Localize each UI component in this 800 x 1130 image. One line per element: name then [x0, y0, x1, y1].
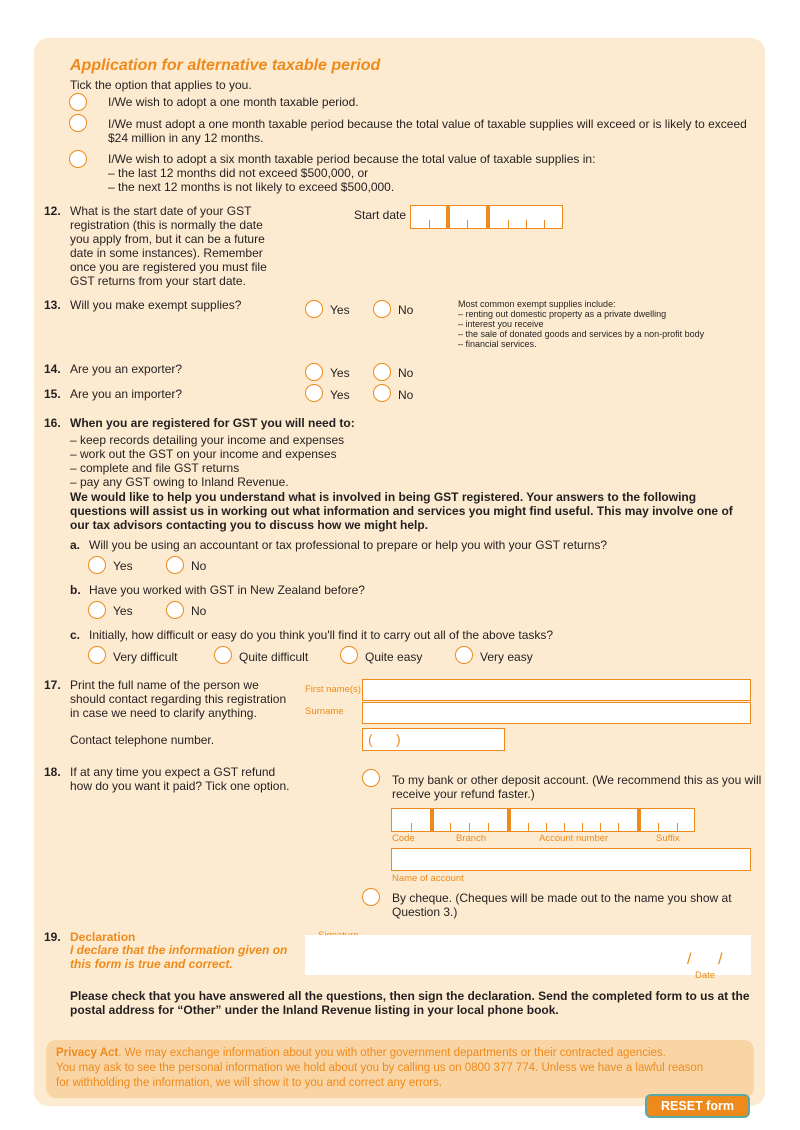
q13-question: Will you make exempt supplies?	[70, 298, 242, 312]
suffix-label: Suffix	[656, 833, 680, 844]
q13-yes-label: Yes	[330, 303, 350, 317]
q16b-no-label: No	[191, 604, 207, 618]
q16-help-2: questions will assist us in working out what information and services you might find useful. This may involve one of	[70, 504, 733, 518]
q18-line1: If at any time you expect a GST refund	[70, 765, 276, 779]
q16a-no-radio[interactable]	[166, 556, 184, 574]
branch-label: Branch	[456, 833, 487, 844]
reset-form-button[interactable]: RESET form	[645, 1094, 750, 1118]
privacy-text-2: You may ask to see the personal information we hold about you by calling us on 0800 377 774. Unless we have a lawful reason	[56, 1062, 704, 1074]
q16-item-1: – keep records detailing your income and expenses	[70, 433, 345, 447]
q14-yes-label: Yes	[330, 366, 350, 380]
q12-line2: registration (this is normally the date	[70, 218, 263, 232]
q13-no-label: No	[398, 303, 414, 317]
q12-line4: date in some instances). Remember	[70, 246, 263, 260]
q17-line3: in case we need to clarify anything.	[70, 706, 257, 720]
q16c-quite-easy-radio[interactable]	[340, 646, 358, 664]
account-name-label: Name of account	[392, 873, 464, 884]
q16c-letter: c.	[70, 628, 81, 642]
bank-radio[interactable]	[362, 769, 380, 787]
declaration-title: Declaration	[70, 930, 136, 944]
cheque-line1: By cheque. (Cheques will be made out to the name you show at	[392, 891, 732, 905]
q16c-very-easy-radio[interactable]	[455, 646, 473, 664]
radio-one-month-must[interactable]	[69, 114, 87, 132]
start-date-label: Start date	[354, 208, 407, 222]
exempt-note-1: – renting out domestic property as a private dwelling	[458, 309, 667, 319]
q15-number: 15.	[44, 387, 61, 401]
q12-number: 12.	[44, 204, 61, 218]
q16-item-2: – work out the GST on your income and expenses	[70, 447, 337, 461]
exempt-note-3: – the sale of donated goods and services by a non-profit body	[458, 329, 705, 339]
bank-account-input[interactable]	[391, 808, 695, 832]
q15-yes-radio[interactable]	[305, 384, 323, 402]
q18-number: 18.	[44, 765, 61, 779]
option-six-line2: – the last 12 months did not exceed $500,000, or	[108, 166, 369, 180]
q16b-letter: b.	[70, 583, 81, 597]
q16c-very-easy-label: Very easy	[480, 650, 533, 664]
exempt-note-title: Most common exempt supplies include:	[458, 299, 616, 309]
q16-item-3: – complete and file GST returns	[70, 461, 240, 475]
bank-line1: To my bank or other deposit account. (We recommend this as you will	[392, 773, 762, 787]
q17-number: 17.	[44, 678, 61, 692]
phone-parens: ( )	[368, 731, 401, 747]
start-date-input[interactable]	[410, 205, 563, 229]
code-label: Code	[392, 833, 415, 844]
q18-line2: how do you want it paid? Tick one option.	[70, 779, 290, 793]
q16-number: 16.	[44, 416, 61, 430]
first-name-label: First name(s)	[305, 684, 361, 695]
declaration-line2: this form is true and correct.	[70, 957, 233, 971]
bank-line2: receive your refund faster.)	[392, 787, 535, 801]
date-label: Date	[695, 970, 716, 981]
closing-line2: postal address for “Other” under the Inland Revenue listing in your local phone book.	[70, 1003, 559, 1017]
q16a-letter: a.	[70, 538, 81, 552]
q14-number: 14.	[44, 362, 61, 376]
surname-label: Surname	[305, 706, 344, 717]
q16-heading: When you are registered for GST you will need to:	[70, 416, 355, 430]
privacy-title: Privacy Act	[56, 1047, 119, 1059]
q16c-question: Initially, how difficult or easy do you think you'll find it to carry out all of the above tasks?	[89, 628, 554, 642]
phone-label: Contact telephone number.	[70, 733, 215, 747]
q14-yes-radio[interactable]	[305, 363, 323, 381]
q14-question: Are you an exporter?	[70, 362, 183, 376]
option-must-line1: I/We must adopt a one month taxable period because the total value of taxable supplies will exceed or is likely to exceed	[108, 117, 747, 131]
first-name-input[interactable]	[362, 679, 751, 701]
q16a-no-label: No	[191, 559, 207, 573]
radio-six-month[interactable]	[69, 150, 87, 168]
q14-no-radio[interactable]	[373, 363, 391, 381]
account-name-input[interactable]	[391, 848, 751, 871]
instruction: Tick the option that applies to you.	[70, 78, 252, 92]
q16a-yes-label: Yes	[113, 559, 133, 573]
privacy-notice	[46, 1040, 754, 1098]
radio-one-month[interactable]	[69, 93, 87, 111]
q15-yes-label: Yes	[330, 388, 350, 402]
q17-line1: Print the full name of the person we	[70, 678, 259, 692]
page-title: Application for alternative taxable period	[70, 57, 381, 74]
q16-help-3: our tax advisors contacting you to discuss how we might help.	[70, 518, 429, 532]
q15-no-label: No	[398, 388, 414, 402]
option-one-month: I/We wish to adopt a one month taxable period.	[108, 95, 359, 109]
q16-help-1: We would like to help you understand what is involved in being GST registered. Your answers to the following	[70, 490, 697, 504]
q13-number: 13.	[44, 298, 61, 312]
exempt-note-2: – interest you receive	[458, 319, 544, 329]
phone-input[interactable]	[362, 728, 505, 751]
closing-line1: Please check that you have answered all the questions, then sign the declaration. Send the completed form to us at the	[70, 989, 750, 1003]
q16c-very-difficult-radio[interactable]	[88, 646, 106, 664]
cheque-line2: Question 3.)	[392, 905, 458, 919]
q16a-yes-radio[interactable]	[88, 556, 106, 574]
q16b-no-radio[interactable]	[166, 601, 184, 619]
signature-field[interactable]	[305, 935, 751, 975]
q16b-question: Have you worked with GST in New Zealand before?	[89, 583, 365, 597]
privacy-text-1: . We may exchange information about you with other government departments or their contracted agencies.	[118, 1047, 666, 1059]
surname-input[interactable]	[362, 702, 751, 724]
q16c-quite-difficult-radio[interactable]	[214, 646, 232, 664]
q16b-yes-label: Yes	[113, 604, 133, 618]
q12-line5: once you are registered you must file	[70, 260, 267, 274]
option-must-line2: $24 million in any 12 months.	[108, 131, 264, 145]
option-six-line3: – the next 12 months is not likely to exceed $500,000.	[108, 180, 395, 194]
exempt-note-4: – financial services.	[458, 339, 537, 349]
q16-item-4: – pay any GST owing to Inland Revenue.	[70, 475, 289, 489]
declaration-line1: I declare that the information given on	[70, 943, 288, 957]
q16c-very-difficult-label: Very difficult	[113, 650, 178, 664]
q19-number: 19.	[44, 930, 61, 944]
account-number-label: Account number	[539, 833, 609, 844]
q16c-quite-easy-label: Quite easy	[365, 650, 423, 664]
option-six-line1: I/We wish to adopt a six month taxable period because the total value of taxable supplies in:	[108, 152, 596, 166]
q12-line6: GST returns from your start date.	[70, 274, 246, 288]
q12-line3: you apply from, but it can be a future	[70, 232, 265, 246]
q16a-question: Will you be using an accountant or tax professional to prepare or help you with your GST returns?	[89, 538, 608, 552]
q13-no-radio[interactable]	[373, 300, 391, 318]
date-slashes: / /	[687, 951, 723, 968]
cheque-radio[interactable]	[362, 888, 380, 906]
q13-yes-radio[interactable]	[305, 300, 323, 318]
q16b-yes-radio[interactable]	[88, 601, 106, 619]
q12-line1: What is the start date of your GST	[70, 204, 252, 218]
q15-question: Are you an importer?	[70, 387, 183, 401]
q16c-quite-difficult-label: Quite difficult	[239, 650, 309, 664]
q14-no-label: No	[398, 366, 414, 380]
q15-no-radio[interactable]	[373, 384, 391, 402]
q17-line2: should contact regarding this registration	[70, 692, 287, 706]
privacy-text-3: for withholding the information, we will show it to you and correct any errors.	[56, 1077, 443, 1089]
